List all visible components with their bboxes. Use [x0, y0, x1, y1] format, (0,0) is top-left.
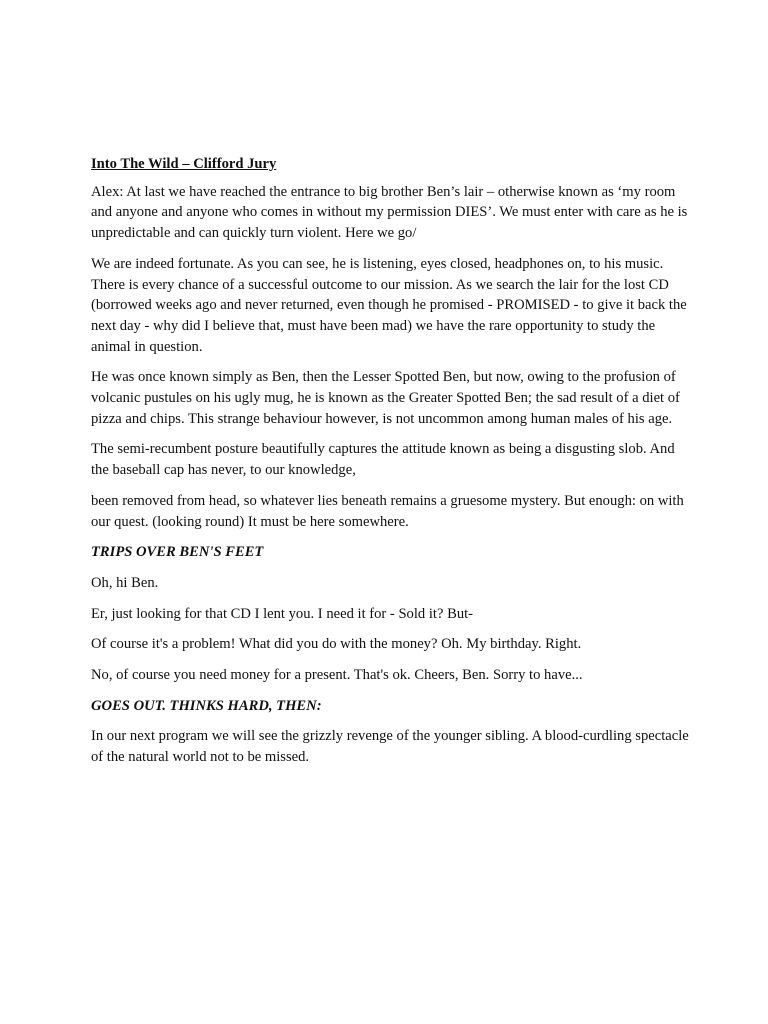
- line-of-course-problem: Of course it's a problem! What did you do with the money? Oh. My birthday. Right.: [91, 636, 582, 653]
- paragraph-alex-intro: Alex: At last we have reached the entrance to big brother Ben’s lair – otherwise known as ‘my room and anyone and anyone who comes in without my permission DIES’. We must enter with care as he is unpredictable and can quickly turn violent. Here we go/: [91, 183, 688, 242]
- document-body: [91, 154, 691, 778]
- paragraph-next-program: In our next program we will see the grizzly revenge of the younger sibling. A blood-curdling spectacle of the natural world not to be missed.: [91, 728, 689, 766]
- line-need-money: No, of course you need money for a present. That's ok. Cheers, Ben. Sorry to have...: [91, 667, 583, 684]
- stage-direction-goes-out: GOES OUT. THINKS HARD, THEN:: [91, 697, 322, 714]
- line-looking-for-cd: Er, just looking for that CD I lent you. I need it for - Sold it? But-: [91, 605, 474, 622]
- stage-direction-trips: TRIPS OVER BEN'S FEET: [91, 544, 264, 561]
- paragraph-semi-recumbent: The semi-recumbent posture beautifully captures the attitude known as being a disgusting slob. And the baseball cap has never, to our knowledge,: [91, 441, 675, 479]
- paragraph-removed-from-head: been removed from head, so whatever lies beneath remains a gruesome mystery. But enough: on with our quest. (looking round) It must be here somewhere.: [91, 492, 684, 530]
- paragraph-fortunate: We are indeed fortunate. As you can see, he is listening, eyes closed, headphones on, to his music. There is every chance of a successful outcome to our mission. As we search the lair for the lost CD (borrowed weeks ago and never returned, even though he promised - PROMISED - to give it back the next day - why did I believe that, must have been mad) we have the rare opportunity to study the animal in question.: [91, 255, 687, 355]
- paragraph-lesser-spotted: He was once known simply as Ben, then the Lesser Spotted Ben, but now, owing to the profusion of volcanic pustules on his ugly mug, he is known as the Greater Spotted Ben; the sad result of a diet of pizza and chips. This strange behaviour however, is not uncommon among human males of his age.: [91, 369, 680, 427]
- document-title: Into The Wild – Clifford Jury: [91, 156, 277, 172]
- line-oh-hi-ben: Oh, hi Ben.: [91, 574, 159, 591]
